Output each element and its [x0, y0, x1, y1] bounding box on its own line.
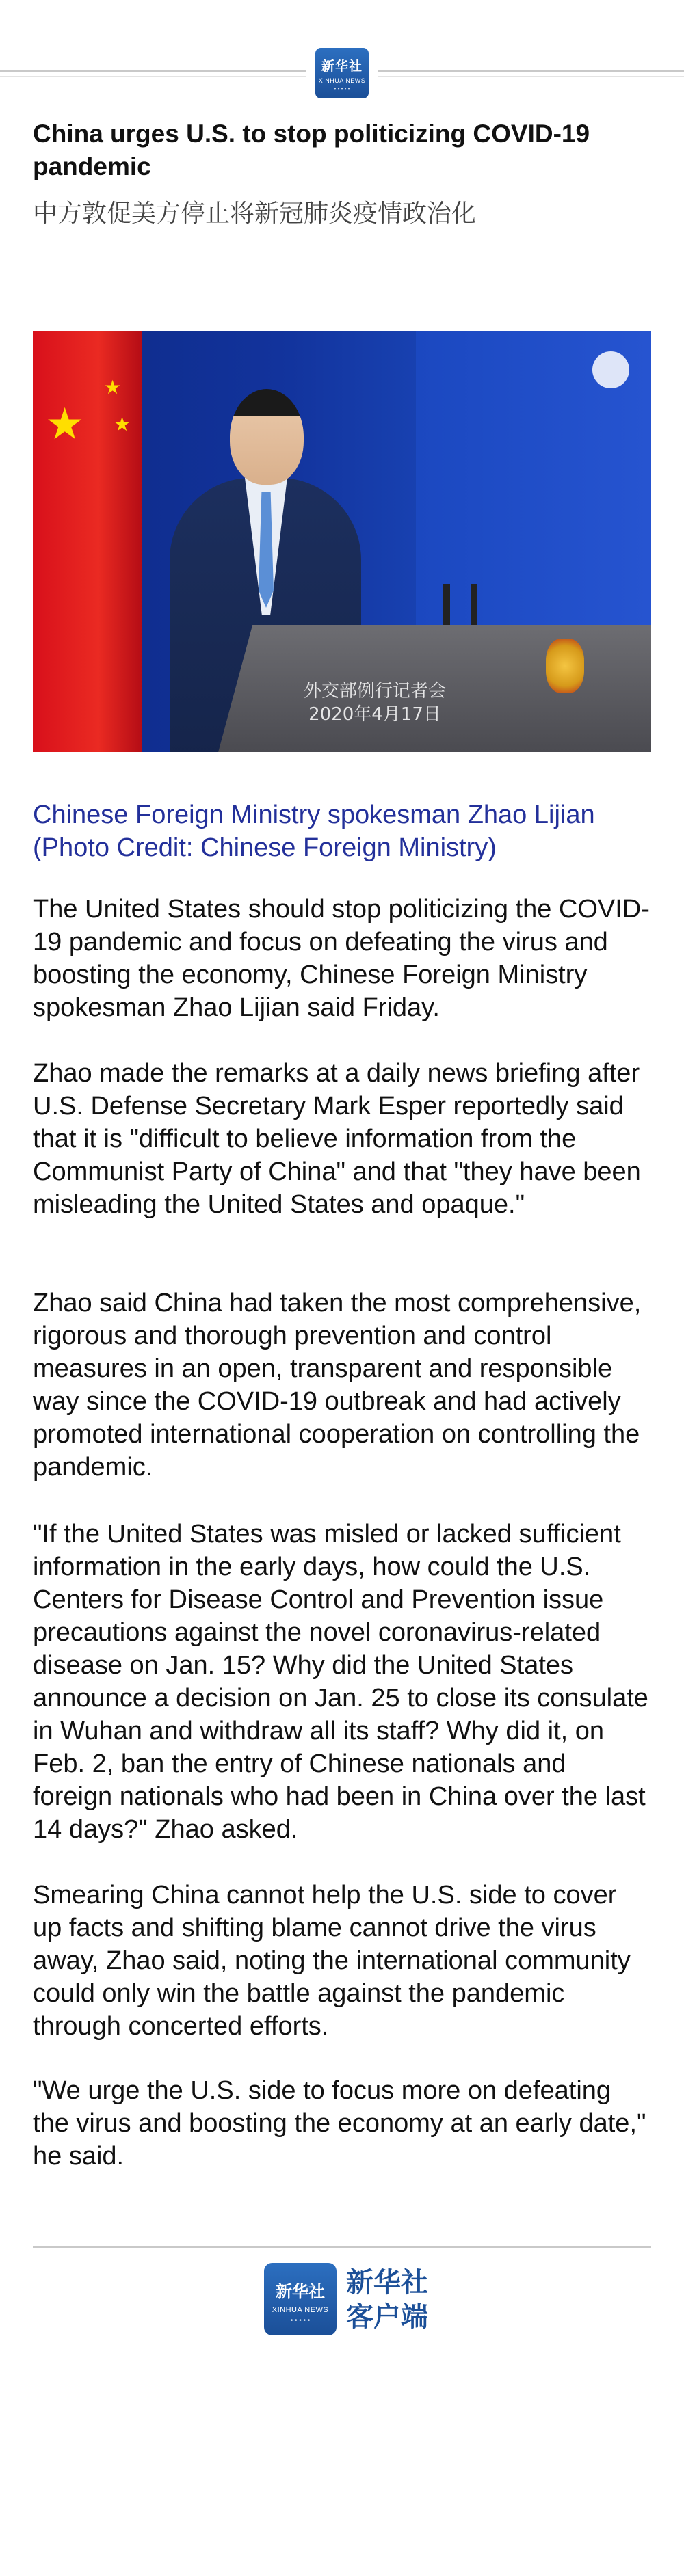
header-divider-left	[0, 70, 306, 77]
photo-overlay-line2: 2020年4月17日	[308, 704, 441, 725]
logo-dots: • • • • •	[290, 2317, 311, 2324]
ministry-logo-icon	[592, 351, 629, 388]
figure-head	[230, 389, 304, 485]
photo-overlay-text	[265, 680, 484, 726]
microphone-icon	[471, 584, 477, 632]
footer-divider	[33, 2246, 651, 2248]
header-logo-cn: 新华社	[321, 59, 363, 74]
flag-star-icon: ★	[114, 413, 131, 435]
article-subtitle-cn: 中方敦促美方停止将新冠肺炎疫情政治化	[33, 200, 477, 228]
header-logo-en: XINHUA NEWS	[318, 77, 366, 84]
flag-star-icon: ★	[104, 376, 122, 399]
photo-caption: Chinese Foreign Ministry spokesman Zhao Lijian (Photo Credit: Chinese Foreign Ministry)	[33, 801, 595, 862]
xinhua-app-logo-icon	[264, 2263, 337, 2335]
header	[0, 45, 684, 100]
paragraph-4: "If the United States was misled or lacked sufficient information in the early days, how could the U.S. Centers for Disease Control and Prevention issue precautions against the novel coronavirus-related disease on Jan. 15? Why did the United States announce a decision on Jan. 25 to close its consulate in Wuhan and withdraw all its staff? Why did it, on Feb. 2, ban the entry of Chinese nationals and foreign nationals who had been in China over the last 14 days?" Zhao asked.	[33, 1520, 648, 1844]
footer-app-name	[346, 2266, 428, 2334]
paragraph-3: Zhao said China had taken the most comprehensive, rigorous and thorough prevention and control measures in an open, transparent and responsible way since the COVID-19 outbreak and had actively promoted international cooperation on controlling the pandemic.	[33, 1289, 642, 1481]
footer-logo-en: XINHUA NEWS	[272, 2306, 329, 2314]
paragraph-1: The United States should stop politicizing the COVID-19 pandemic and focus on defeating the virus and boosting the economy, Chinese Foreign Ministry spokesman Zhao Lijian said Friday.	[33, 895, 650, 1022]
photo-overlay-line1: 外交部例行记者会	[303, 681, 446, 701]
paragraph-2: Zhao made the remarks at a daily news briefing after U.S. Defense Secretary Mark Esper reportedly said that it is "difficult to believe information from the Communist Party of China" and that "they have been misleading the United States and opaque."	[33, 1059, 641, 1219]
logo-dots: • • • • •	[334, 85, 350, 92]
footer-app-line2: 客户端	[346, 2301, 428, 2333]
article-title: China urges U.S. to stop politicizing COVID-19 pandemic	[33, 120, 590, 180]
footer-logo-cn: 新华社	[276, 2282, 325, 2301]
article-photo	[33, 331, 651, 752]
footer-brand	[264, 2263, 442, 2338]
footer-app-line1: 新华社	[346, 2267, 428, 2298]
header-divider-right	[378, 70, 684, 77]
xinhua-logo-icon	[315, 48, 369, 98]
paragraph-6: "We urge the U.S. side to focus more on defeating the virus and boosting the economy at an early date," he said.	[33, 2076, 646, 2171]
flag-graphic	[33, 331, 142, 752]
national-emblem-icon	[546, 639, 584, 693]
microphone-icon	[443, 584, 450, 632]
flag-star-icon: ★	[45, 399, 85, 450]
paragraph-5: Smearing China cannot help the U.S. side to cover up facts and shifting blame cannot drive the virus away, Zhao said, noting the international community could only win the battle against the pandemic through concerted efforts.	[33, 1881, 631, 2041]
